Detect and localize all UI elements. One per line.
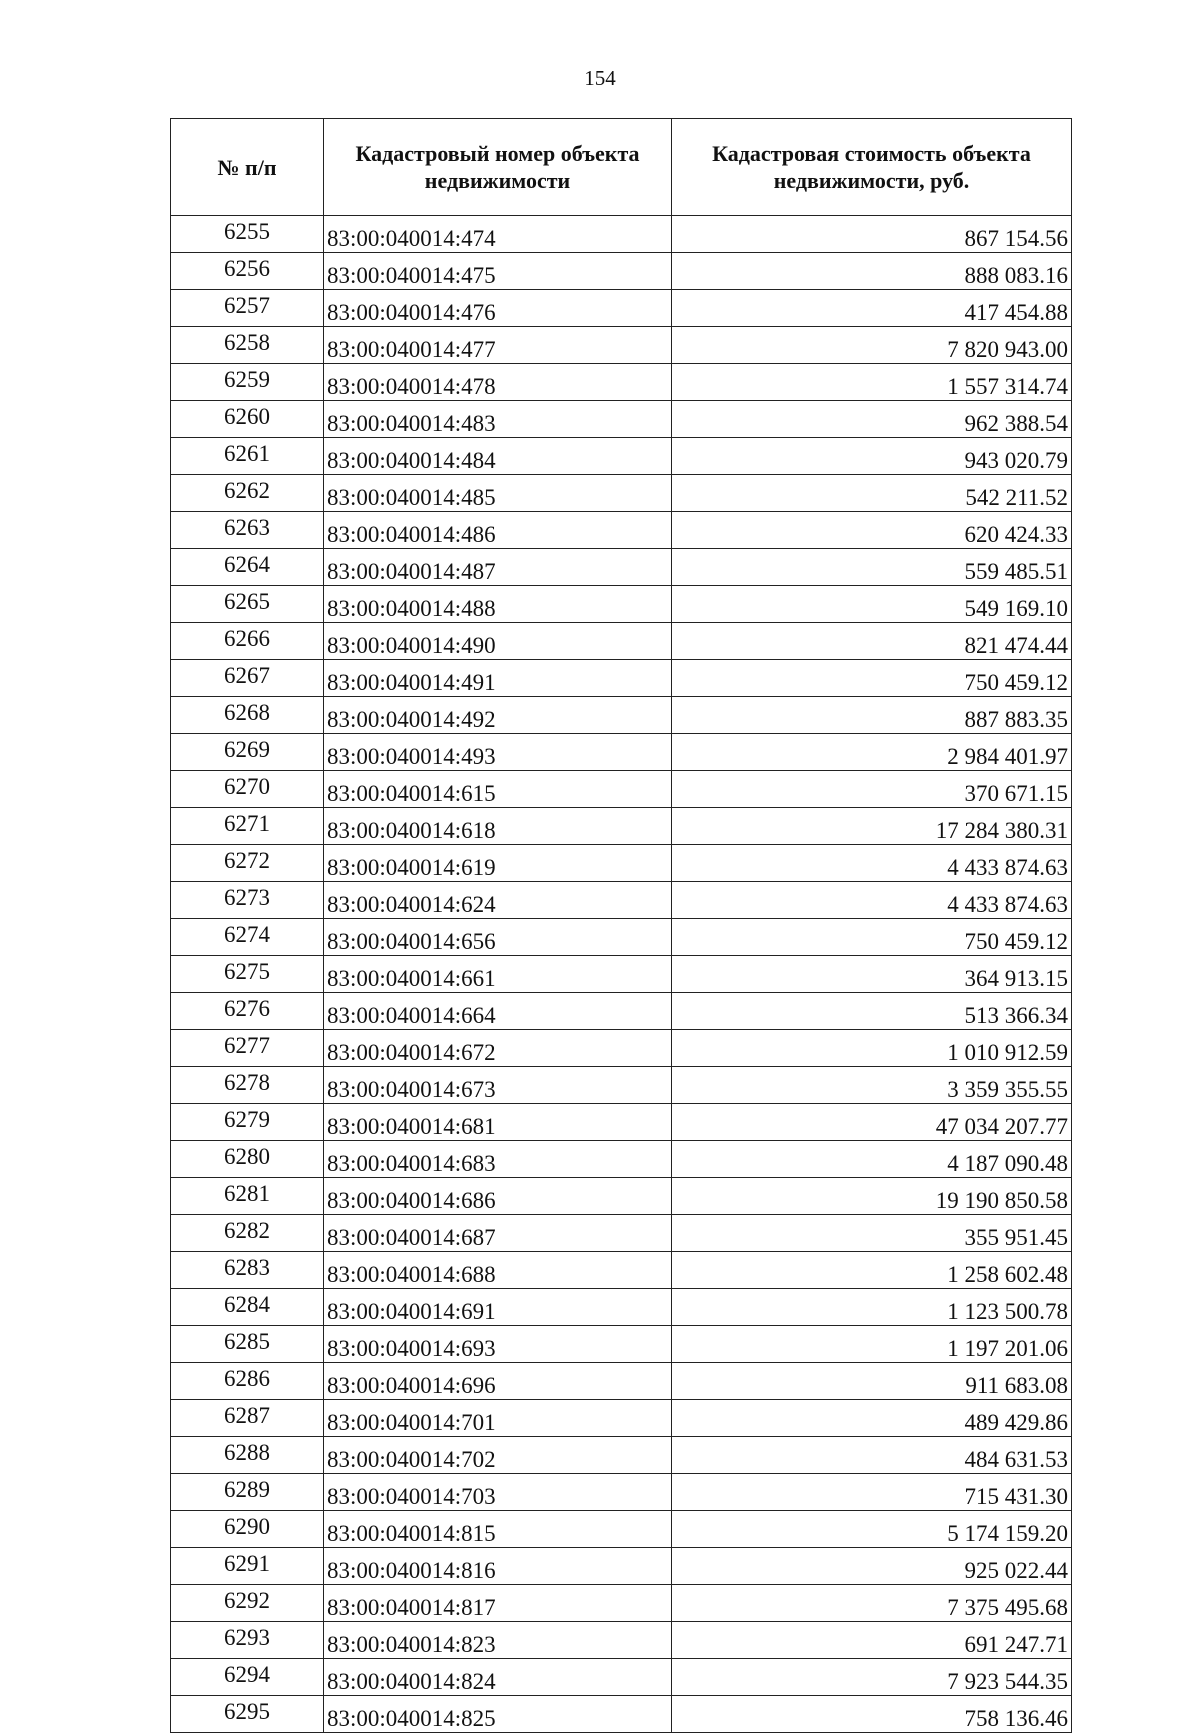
row-number-cell: 6257 <box>171 290 324 327</box>
row-number-cell: 6267 <box>171 660 324 697</box>
row-number-cell: 6285 <box>171 1326 324 1363</box>
table-row <box>171 1141 1072 1178</box>
cadastral-value-cell: 943 020.79 <box>672 438 1072 475</box>
cadastral-number-cell: 83:00:040014:823 <box>324 1622 672 1659</box>
table-row <box>171 216 1072 253</box>
cadastral-number-cell: 83:00:040014:475 <box>324 253 672 290</box>
cadastral-value-cell: 620 424.33 <box>672 512 1072 549</box>
cadastral-number-cell: 83:00:040014:490 <box>324 623 672 660</box>
cadastral-value-cell: 4 433 874.63 <box>672 882 1072 919</box>
row-number-cell: 6260 <box>171 401 324 438</box>
row-number-cell: 6287 <box>171 1400 324 1437</box>
cadastral-value-cell: 47 034 207.77 <box>672 1104 1072 1141</box>
table-row <box>171 1585 1072 1622</box>
cadastral-number-cell: 83:00:040014:615 <box>324 771 672 808</box>
table-row <box>171 1548 1072 1585</box>
cadastral-value-cell: 758 136.46 <box>672 1696 1072 1733</box>
table-row <box>171 475 1072 512</box>
cadastral-value-cell: 542 211.52 <box>672 475 1072 512</box>
cadastral-value-cell: 17 284 380.31 <box>672 808 1072 845</box>
cadastral-number-cell: 83:00:040014:487 <box>324 549 672 586</box>
table-row <box>171 1622 1072 1659</box>
cadastral-number-cell: 83:00:040014:687 <box>324 1215 672 1252</box>
table-row <box>171 697 1072 734</box>
cadastral-value-cell: 559 485.51 <box>672 549 1072 586</box>
row-number-cell: 6274 <box>171 919 324 956</box>
table-row <box>171 845 1072 882</box>
cadastral-number-cell: 83:00:040014:618 <box>324 808 672 845</box>
table-row <box>171 771 1072 808</box>
table-row <box>171 1696 1072 1733</box>
row-number-cell: 6289 <box>171 1474 324 1511</box>
cadastral-number-cell: 83:00:040014:476 <box>324 290 672 327</box>
cadastral-number-cell: 83:00:040014:483 <box>324 401 672 438</box>
row-number-cell: 6255 <box>171 216 324 253</box>
table-row <box>171 956 1072 993</box>
header-row <box>171 119 1072 216</box>
cadastral-value-cell: 513 366.34 <box>672 993 1072 1030</box>
cadastral-number-cell: 83:00:040014:696 <box>324 1363 672 1400</box>
table-row <box>171 549 1072 586</box>
row-number-cell: 6271 <box>171 808 324 845</box>
table-row <box>171 1474 1072 1511</box>
cadastral-value-cell: 355 951.45 <box>672 1215 1072 1252</box>
cadastral-value-cell: 715 431.30 <box>672 1474 1072 1511</box>
cadastral-number-cell: 83:00:040014:484 <box>324 438 672 475</box>
cadastral-value-cell: 888 083.16 <box>672 253 1072 290</box>
table-row <box>171 1437 1072 1474</box>
cadastral-value-cell: 5 174 159.20 <box>672 1511 1072 1548</box>
table-row <box>171 734 1072 771</box>
table-row <box>171 1252 1072 1289</box>
cadastral-value-cell: 1 258 602.48 <box>672 1252 1072 1289</box>
table-row <box>171 586 1072 623</box>
cadastral-value-cell: 1 010 912.59 <box>672 1030 1072 1067</box>
cadastral-value-cell: 489 429.86 <box>672 1400 1072 1437</box>
row-number-cell: 6292 <box>171 1585 324 1622</box>
cadastral-number-cell: 83:00:040014:656 <box>324 919 672 956</box>
cadastral-number-cell: 83:00:040014:702 <box>324 1437 672 1474</box>
row-number-cell: 6269 <box>171 734 324 771</box>
row-number-cell: 6266 <box>171 623 324 660</box>
cadastral-number-cell: 83:00:040014:701 <box>324 1400 672 1437</box>
row-number-cell: 6277 <box>171 1030 324 1067</box>
table-row <box>171 512 1072 549</box>
cadastral-value-cell: 7 375 495.68 <box>672 1585 1072 1622</box>
table-row <box>171 660 1072 697</box>
header-row-number: № п/п <box>171 119 324 216</box>
cadastral-value-cell: 911 683.08 <box>672 1363 1072 1400</box>
cadastral-value-cell: 19 190 850.58 <box>672 1178 1072 1215</box>
table-row <box>171 1511 1072 1548</box>
table-row <box>171 882 1072 919</box>
cadastral-number-cell: 83:00:040014:691 <box>324 1289 672 1326</box>
row-number-cell: 6280 <box>171 1141 324 1178</box>
row-number-cell: 6288 <box>171 1437 324 1474</box>
cadastral-number-cell: 83:00:040014:824 <box>324 1659 672 1696</box>
row-number-cell: 6282 <box>171 1215 324 1252</box>
cadastral-number-cell: 83:00:040014:681 <box>324 1104 672 1141</box>
header-cadastral-number: Кадастровый номер объекта недвижимости <box>324 119 672 216</box>
table-body <box>171 216 1072 1733</box>
cadastral-value-cell: 3 359 355.55 <box>672 1067 1072 1104</box>
table-row <box>171 1178 1072 1215</box>
table-row <box>171 1659 1072 1696</box>
cadastral-value-cell: 417 454.88 <box>672 290 1072 327</box>
table-header <box>171 119 1072 216</box>
cadastral-number-cell: 83:00:040014:673 <box>324 1067 672 1104</box>
table-row <box>171 623 1072 660</box>
cadastral-value-cell: 7 820 943.00 <box>672 327 1072 364</box>
table-row <box>171 327 1072 364</box>
header-cadastral-value: Кадастровая стоимость объекта недвижимости, руб. <box>672 119 1072 216</box>
cadastral-number-cell: 83:00:040014:693 <box>324 1326 672 1363</box>
row-number-cell: 6293 <box>171 1622 324 1659</box>
cadastral-value-cell: 4 187 090.48 <box>672 1141 1072 1178</box>
cadastral-value-cell: 867 154.56 <box>672 216 1072 253</box>
cadastral-number-cell: 83:00:040014:683 <box>324 1141 672 1178</box>
cadastral-value-cell: 887 883.35 <box>672 697 1072 734</box>
row-number-cell: 6284 <box>171 1289 324 1326</box>
row-number-cell: 6268 <box>171 697 324 734</box>
cadastral-value-cell: 925 022.44 <box>672 1548 1072 1585</box>
cadastral-value-cell: 4 433 874.63 <box>672 845 1072 882</box>
cadastral-value-table <box>170 118 1072 1733</box>
cadastral-number-cell: 83:00:040014:815 <box>324 1511 672 1548</box>
cadastral-number-cell: 83:00:040014:486 <box>324 512 672 549</box>
cadastral-value-cell: 549 169.10 <box>672 586 1072 623</box>
row-number-cell: 6265 <box>171 586 324 623</box>
cadastral-number-cell: 83:00:040014:477 <box>324 327 672 364</box>
cadastral-number-cell: 83:00:040014:661 <box>324 956 672 993</box>
row-number-cell: 6281 <box>171 1178 324 1215</box>
cadastral-number-cell: 83:00:040014:491 <box>324 660 672 697</box>
cadastral-value-cell: 821 474.44 <box>672 623 1072 660</box>
row-number-cell: 6270 <box>171 771 324 808</box>
cadastral-value-cell: 962 388.54 <box>672 401 1072 438</box>
row-number-cell: 6256 <box>171 253 324 290</box>
table-row <box>171 919 1072 956</box>
cadastral-number-cell: 83:00:040014:686 <box>324 1178 672 1215</box>
cadastral-value-cell: 484 631.53 <box>672 1437 1072 1474</box>
row-number-cell: 6264 <box>171 549 324 586</box>
row-number-cell: 6272 <box>171 845 324 882</box>
row-number-cell: 6295 <box>171 1696 324 1733</box>
cadastral-number-cell: 83:00:040014:624 <box>324 882 672 919</box>
table-row <box>171 1289 1072 1326</box>
row-number-cell: 6259 <box>171 364 324 401</box>
cadastral-number-cell: 83:00:040014:817 <box>324 1585 672 1622</box>
row-number-cell: 6261 <box>171 438 324 475</box>
table-row <box>171 1067 1072 1104</box>
table-row <box>171 993 1072 1030</box>
cadastral-value-cell: 1 197 201.06 <box>672 1326 1072 1363</box>
table-row <box>171 1030 1072 1067</box>
cadastral-number-cell: 83:00:040014:816 <box>324 1548 672 1585</box>
cadastral-number-cell: 83:00:040014:825 <box>324 1696 672 1733</box>
row-number-cell: 6262 <box>171 475 324 512</box>
row-number-cell: 6286 <box>171 1363 324 1400</box>
cadastral-value-cell: 2 984 401.97 <box>672 734 1072 771</box>
table-row <box>171 1363 1072 1400</box>
row-number-cell: 6290 <box>171 1511 324 1548</box>
cadastral-value-cell: 691 247.71 <box>672 1622 1072 1659</box>
row-number-cell: 6275 <box>171 956 324 993</box>
table-row <box>171 1215 1072 1252</box>
row-number-cell: 6279 <box>171 1104 324 1141</box>
cadastral-number-cell: 83:00:040014:703 <box>324 1474 672 1511</box>
cadastral-value-cell: 364 913.15 <box>672 956 1072 993</box>
row-number-cell: 6258 <box>171 327 324 364</box>
table-row <box>171 1326 1072 1363</box>
cadastral-number-cell: 83:00:040014:478 <box>324 364 672 401</box>
row-number-cell: 6276 <box>171 993 324 1030</box>
table-row <box>171 401 1072 438</box>
cadastral-value-cell: 7 923 544.35 <box>672 1659 1072 1696</box>
cadastral-value-cell: 1 123 500.78 <box>672 1289 1072 1326</box>
table-row <box>171 1400 1072 1437</box>
table-row <box>171 364 1072 401</box>
cadastral-number-cell: 83:00:040014:672 <box>324 1030 672 1067</box>
table-row <box>171 808 1072 845</box>
cadastral-number-cell: 83:00:040014:485 <box>324 475 672 512</box>
table-row <box>171 1104 1072 1141</box>
row-number-cell: 6273 <box>171 882 324 919</box>
cadastral-number-cell: 83:00:040014:492 <box>324 697 672 734</box>
row-number-cell: 6294 <box>171 1659 324 1696</box>
cadastral-value-cell: 1 557 314.74 <box>672 364 1072 401</box>
cadastral-number-cell: 83:00:040014:664 <box>324 993 672 1030</box>
row-number-cell: 6278 <box>171 1067 324 1104</box>
cadastral-number-cell: 83:00:040014:474 <box>324 216 672 253</box>
cadastral-number-cell: 83:00:040014:688 <box>324 1252 672 1289</box>
cadastral-number-cell: 83:00:040014:488 <box>324 586 672 623</box>
table-row <box>171 438 1072 475</box>
cadastral-value-cell: 370 671.15 <box>672 771 1072 808</box>
cadastral-number-cell: 83:00:040014:493 <box>324 734 672 771</box>
table-row <box>171 253 1072 290</box>
row-number-cell: 6283 <box>171 1252 324 1289</box>
cadastral-number-cell: 83:00:040014:619 <box>324 845 672 882</box>
row-number-cell: 6263 <box>171 512 324 549</box>
table-row <box>171 290 1072 327</box>
page-number: 154 <box>584 66 616 90</box>
row-number-cell: 6291 <box>171 1548 324 1585</box>
cadastral-value-cell: 750 459.12 <box>672 919 1072 956</box>
cadastral-value-cell: 750 459.12 <box>672 660 1072 697</box>
